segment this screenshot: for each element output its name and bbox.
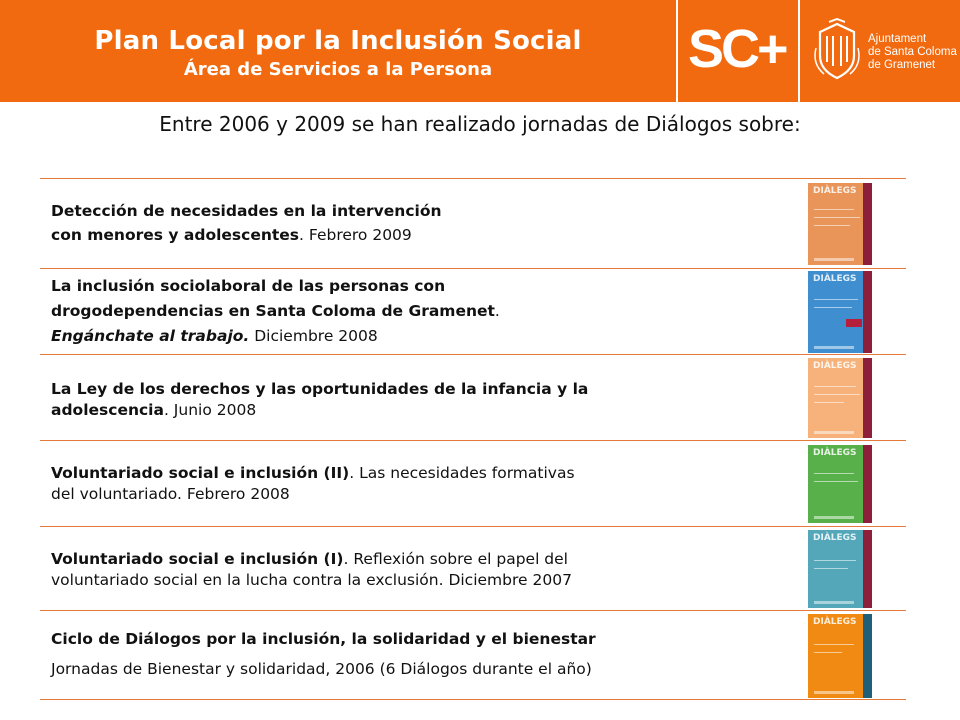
brochure-cover-image: DIÀLEGS — [808, 183, 872, 265]
item-title: La inclusión sociolaboral de las personas con — [51, 277, 446, 295]
item-text — [51, 201, 751, 246]
item-title: adolescencia — [51, 401, 164, 419]
brochure-cover-image: DIÀLEGS — [808, 271, 872, 353]
header-divider — [798, 0, 800, 102]
item-date: del voluntariado. Febrero 2008 — [51, 485, 290, 503]
brochure-cover-image: DIÀLEGS — [808, 358, 872, 438]
ajuntament-line: Ajuntament — [868, 33, 927, 45]
header-banner — [0, 0, 960, 102]
brochure-cover-image: DIÀLEGS — [808, 614, 872, 698]
item-subtitle: . Reflexión sobre el papel del — [343, 550, 568, 568]
sc-plus-logo: SC+ — [688, 19, 786, 79]
list-item — [40, 610, 906, 700]
item-title: Voluntariado social e inclusión (I) — [51, 550, 344, 568]
item-date: . Junio 2008 — [163, 401, 257, 419]
ajuntament-line: de Gramenet — [868, 59, 936, 71]
list-item — [40, 178, 906, 268]
item-date: . Febrero 2009 — [299, 226, 412, 244]
item-title: La Ley de los derechos y las oportunidades de la infancia y la — [51, 380, 589, 398]
item-subtitle: Jornadas de Bienestar y solidaridad, 2006 (6 Diálogos durante el año) — [51, 660, 592, 678]
ajuntament-line: de Santa Coloma — [868, 46, 957, 58]
list-item — [40, 526, 906, 610]
intro-text: Entre 2006 y 2009 se han realizado jornadas de Diálogos sobre: — [159, 112, 801, 136]
item-subtitle: Engánchate al trabajo. — [51, 327, 250, 345]
item-text — [51, 463, 751, 505]
item-subtitle: . Las necesidades formativas — [349, 464, 575, 482]
page-subtitle: Área de Servicios a la Persona — [183, 59, 493, 80]
list-item — [40, 268, 906, 354]
item-title: Detección de necesidades en la intervención — [51, 202, 442, 220]
page-title: Plan Local por la Inclusión Social — [94, 26, 582, 56]
item-date: Diciembre 2008 — [249, 327, 378, 345]
item-title: drogodependencias en Santa Coloma de Gramenet — [51, 302, 495, 320]
item-text — [51, 549, 751, 591]
item-text — [51, 274, 751, 349]
item-text — [51, 379, 751, 421]
town-crest-icon — [810, 18, 864, 84]
brochure-cover-image: DIÀLEGS — [808, 530, 872, 608]
item-title: con menores y adolescentes — [51, 226, 300, 244]
brochure-cover-image: DIÀLEGS — [808, 445, 872, 523]
item-date: voluntariado social en la lucha contra la exclusión. Diciembre 2007 — [51, 571, 572, 589]
item-punctuation: . — [494, 302, 500, 320]
dialogues-list — [40, 178, 906, 700]
header-divider — [676, 0, 678, 102]
list-item — [40, 354, 906, 440]
item-title: Ciclo de Diálogos por la inclusión, la solidaridad y el bienestar — [51, 630, 596, 648]
list-item — [40, 440, 906, 526]
item-title: Voluntariado social e inclusión (II) — [51, 464, 350, 482]
item-text — [51, 629, 771, 680]
ajuntament-label — [868, 33, 957, 72]
